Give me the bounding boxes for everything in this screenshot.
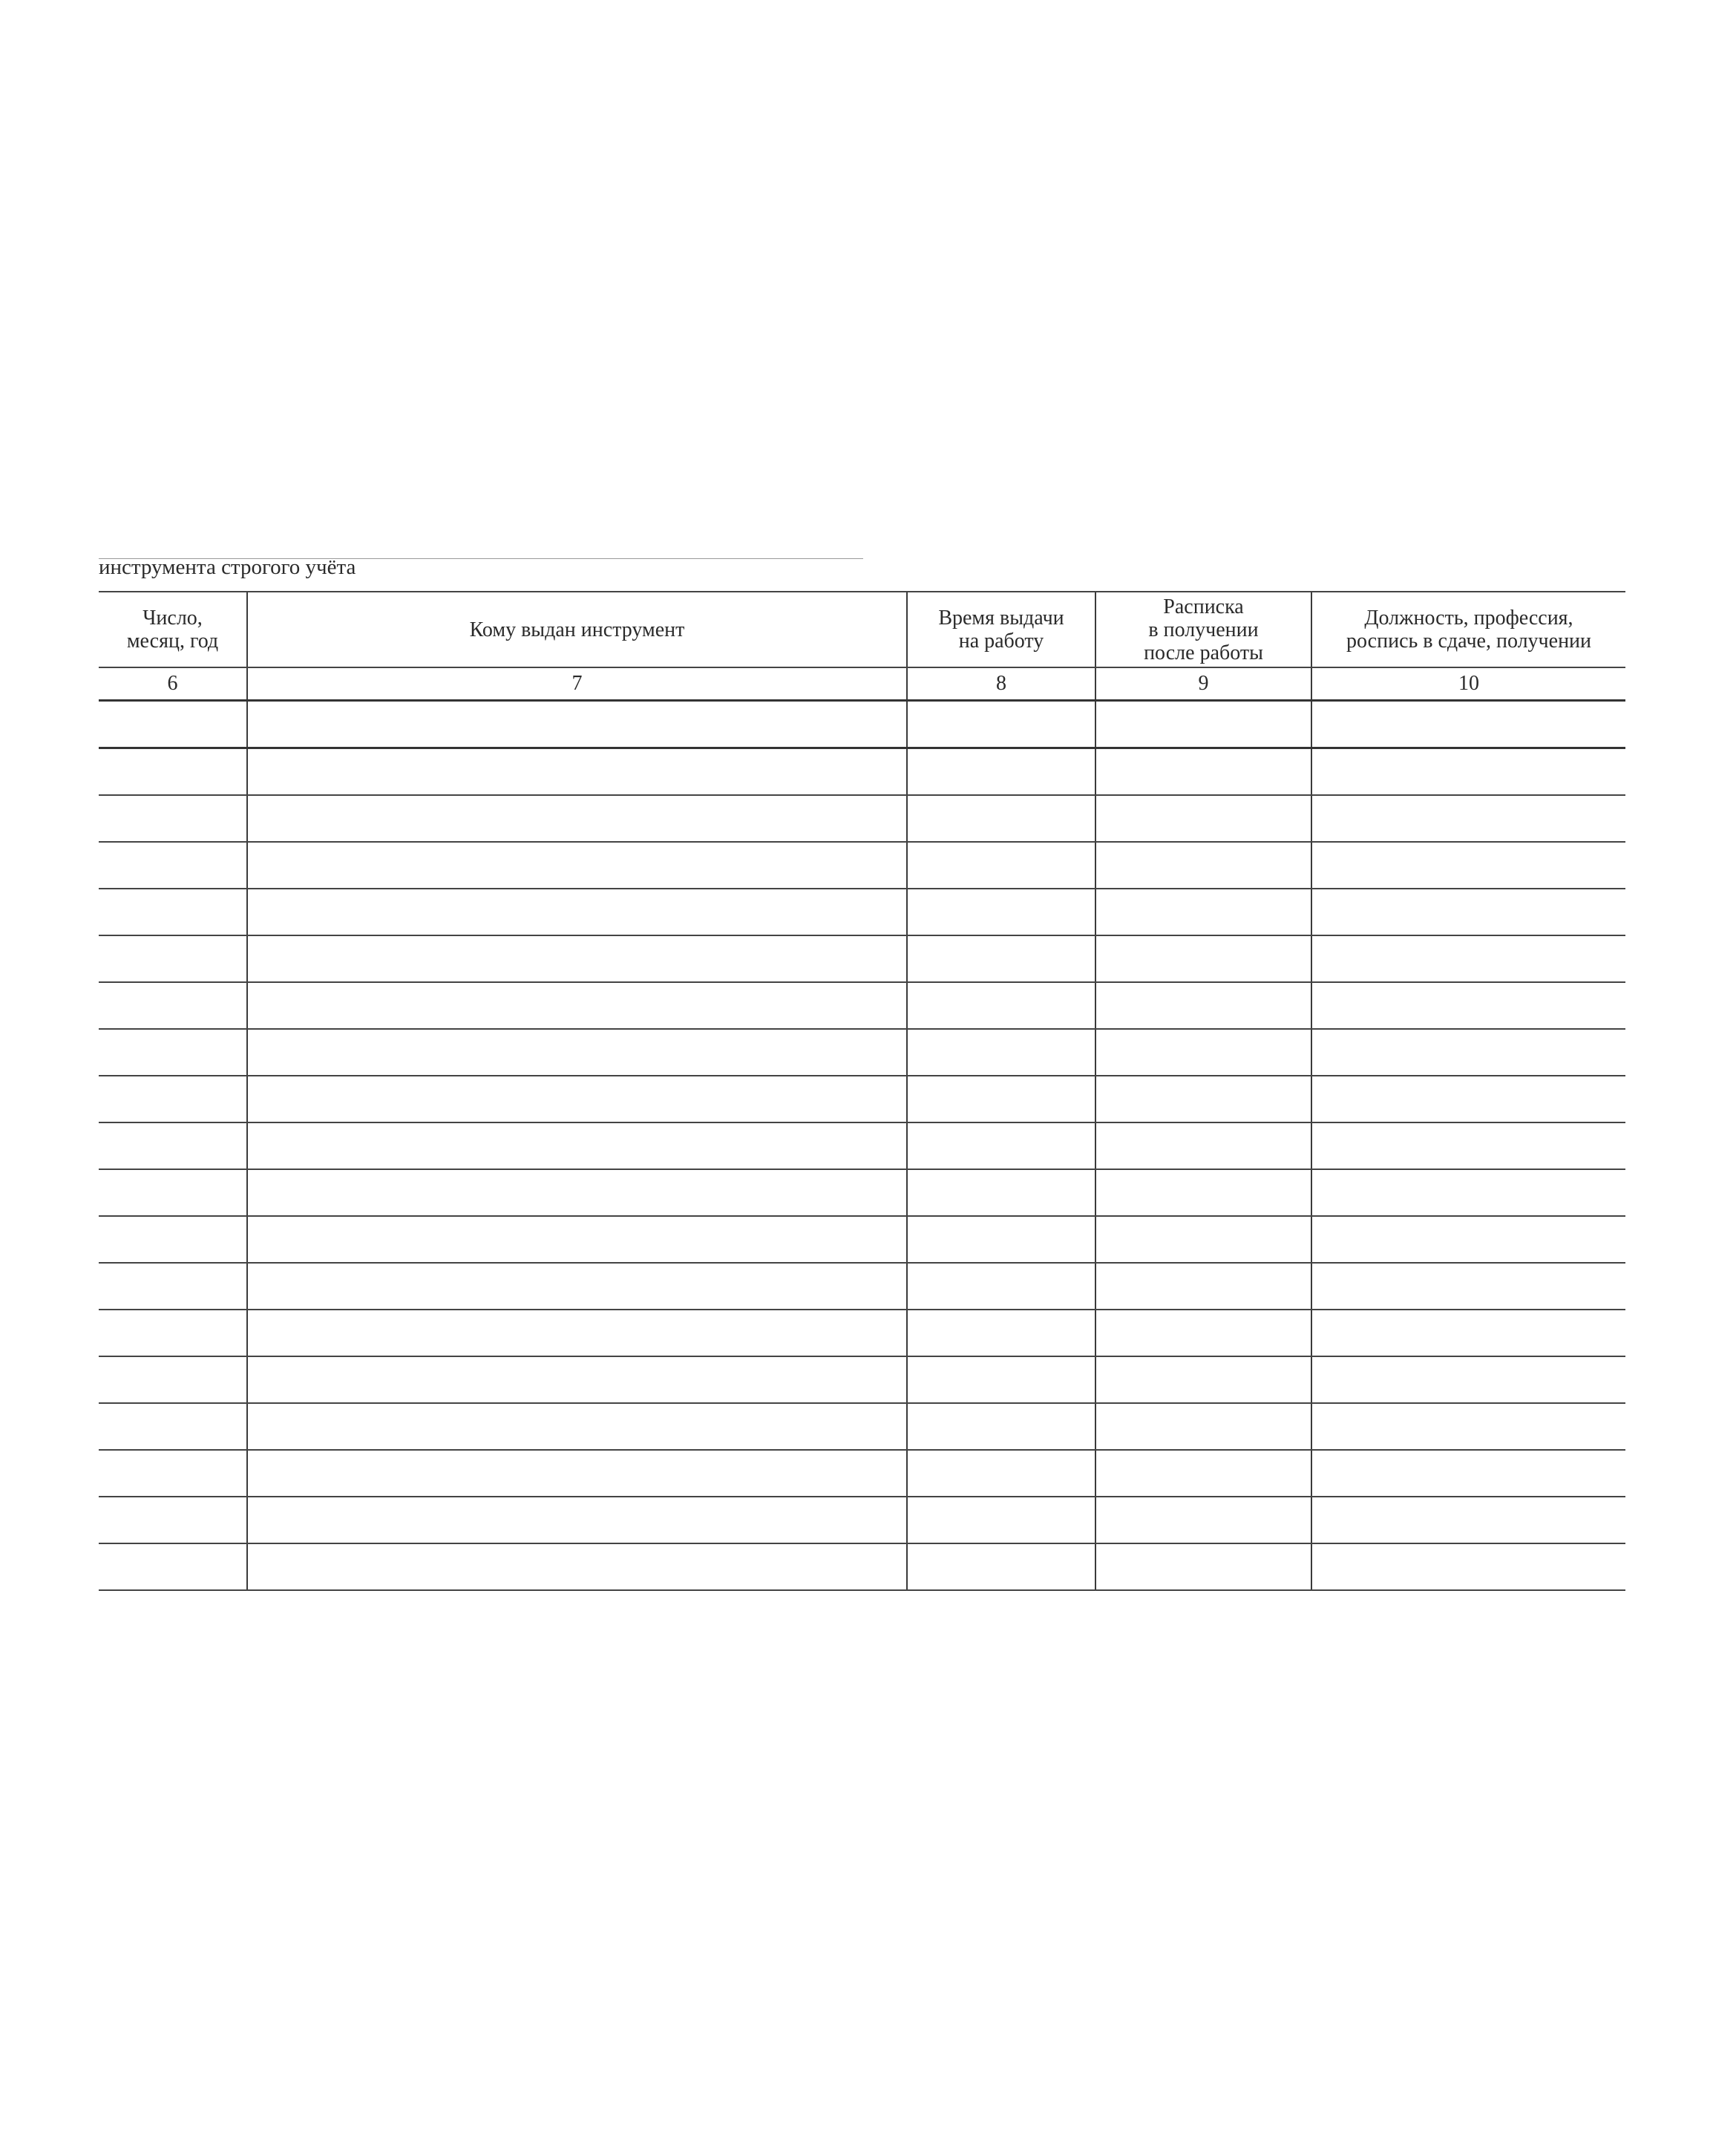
blank-cell	[1095, 1403, 1311, 1450]
blank-cell	[247, 1169, 907, 1216]
blank-cell	[1095, 1216, 1311, 1263]
column-header-recipient: Кому выдан инструмент	[247, 592, 907, 667]
blank-cell	[247, 701, 907, 748]
column-header-date: Число, месяц, год	[99, 592, 247, 667]
table-row	[99, 1403, 1625, 1450]
blank-cell	[99, 1543, 247, 1590]
blank-cell	[247, 1310, 907, 1356]
blank-cell	[1095, 1356, 1311, 1403]
blank-cell	[99, 701, 247, 748]
blank-cell	[99, 795, 247, 842]
blank-cell	[1095, 982, 1311, 1029]
blank-cell	[1311, 982, 1625, 1029]
blank-cell	[1311, 1169, 1625, 1216]
blank-cell	[247, 748, 907, 796]
blank-cell	[907, 935, 1095, 982]
ledger-body	[99, 701, 1625, 1591]
blank-cell	[907, 1356, 1095, 1403]
blank-cell	[247, 1403, 907, 1450]
blank-cell	[1095, 842, 1311, 889]
blank-cell	[99, 1216, 247, 1263]
blank-cell	[1311, 1263, 1625, 1310]
blank-cell	[907, 1310, 1095, 1356]
table-row	[99, 1122, 1625, 1169]
column-number: 7	[247, 667, 907, 701]
blank-cell	[99, 1356, 247, 1403]
blank-cell	[907, 842, 1095, 889]
tool-issue-ledger-table	[99, 591, 1625, 1591]
blank-cell	[1311, 1029, 1625, 1076]
blank-cell	[1311, 795, 1625, 842]
blank-cell	[1095, 1497, 1311, 1543]
form-title: инструмента строгого учёта	[99, 555, 356, 579]
table-row	[99, 1450, 1625, 1497]
blank-cell	[99, 889, 247, 935]
table-row	[99, 795, 1625, 842]
blank-cell	[1095, 889, 1311, 935]
blank-cell	[247, 982, 907, 1029]
table-row	[99, 1497, 1625, 1543]
blank-cell	[1311, 1497, 1625, 1543]
blank-cell	[247, 1076, 907, 1122]
blank-cell	[907, 1263, 1095, 1310]
table-row	[99, 1169, 1625, 1216]
blank-cell	[247, 1543, 907, 1590]
blank-cell	[99, 1450, 247, 1497]
blank-cell	[99, 982, 247, 1029]
column-number: 9	[1095, 667, 1311, 701]
blank-cell	[99, 1029, 247, 1076]
blank-cell	[907, 1450, 1095, 1497]
blank-cell	[99, 1169, 247, 1216]
blank-cell	[907, 1169, 1095, 1216]
table-row	[99, 748, 1625, 796]
blank-cell	[1311, 1543, 1625, 1590]
blank-cell	[1311, 935, 1625, 982]
blank-cell	[907, 1029, 1095, 1076]
blank-cell	[1311, 1450, 1625, 1497]
table-row	[99, 935, 1625, 982]
blank-cell	[1095, 1310, 1311, 1356]
blank-cell	[907, 1122, 1095, 1169]
blank-cell	[99, 1310, 247, 1356]
table-row	[99, 1076, 1625, 1122]
table-row	[99, 1310, 1625, 1356]
blank-cell	[907, 748, 1095, 796]
blank-cell	[1311, 889, 1625, 935]
column-number: 8	[907, 667, 1095, 701]
table-row	[99, 982, 1625, 1029]
blank-cell	[907, 1216, 1095, 1263]
blank-cell	[99, 1497, 247, 1543]
blank-cell	[99, 1076, 247, 1122]
blank-cell	[907, 1497, 1095, 1543]
blank-cell	[247, 889, 907, 935]
blank-cell	[1095, 1450, 1311, 1497]
blank-cell	[247, 795, 907, 842]
blank-cell	[907, 1543, 1095, 1590]
blank-cell	[1311, 1122, 1625, 1169]
blank-cell	[99, 1122, 247, 1169]
blank-cell	[907, 1076, 1095, 1122]
blank-cell	[1311, 701, 1625, 748]
blank-cell	[1095, 1029, 1311, 1076]
blank-cell	[1311, 1356, 1625, 1403]
table-row	[99, 1356, 1625, 1403]
blank-cell	[1095, 701, 1311, 748]
blank-cell	[1311, 1216, 1625, 1263]
column-number-row	[99, 667, 1625, 701]
blank-cell	[1095, 1169, 1311, 1216]
blank-cell	[99, 935, 247, 982]
blank-cell	[247, 1356, 907, 1403]
blank-cell	[247, 1216, 907, 1263]
blank-cell	[247, 1122, 907, 1169]
blank-cell	[1311, 1076, 1625, 1122]
blank-cell	[1095, 1076, 1311, 1122]
blank-cell	[1311, 748, 1625, 796]
blank-cell	[247, 842, 907, 889]
blank-cell	[99, 1403, 247, 1450]
blank-cell	[99, 1263, 247, 1310]
blank-cell	[907, 982, 1095, 1029]
column-header-issue-time: Время выдачи на работу	[907, 592, 1095, 667]
blank-cell	[247, 1029, 907, 1076]
blank-cell	[1095, 1122, 1311, 1169]
blank-cell	[907, 795, 1095, 842]
blank-cell	[99, 748, 247, 796]
table-row	[99, 701, 1625, 748]
blank-cell	[247, 1450, 907, 1497]
blank-cell	[247, 935, 907, 982]
blank-cell	[1095, 1263, 1311, 1310]
blank-cell	[1311, 842, 1625, 889]
table-row	[99, 1543, 1625, 1590]
blank-cell	[247, 1497, 907, 1543]
blank-cell	[907, 701, 1095, 748]
blank-cell	[1095, 1543, 1311, 1590]
blank-cell	[1311, 1310, 1625, 1356]
table-row	[99, 1029, 1625, 1076]
column-header-receipt: Расписка в получении после работы	[1095, 592, 1311, 667]
blank-cell	[907, 889, 1095, 935]
table-row	[99, 1216, 1625, 1263]
column-header-position-signature: Должность, профессия, роспись в сдаче, получении	[1311, 592, 1625, 667]
table-row	[99, 889, 1625, 935]
blank-cell	[907, 1403, 1095, 1450]
table-row	[99, 1263, 1625, 1310]
blank-cell	[1311, 1403, 1625, 1450]
header-row	[99, 592, 1625, 667]
blank-cell	[1095, 795, 1311, 842]
column-number: 10	[1311, 667, 1625, 701]
table-row	[99, 842, 1625, 889]
blank-cell	[99, 842, 247, 889]
blank-cell	[1095, 748, 1311, 796]
blank-cell	[1095, 935, 1311, 982]
blank-cell	[247, 1263, 907, 1310]
column-number: 6	[99, 667, 247, 701]
